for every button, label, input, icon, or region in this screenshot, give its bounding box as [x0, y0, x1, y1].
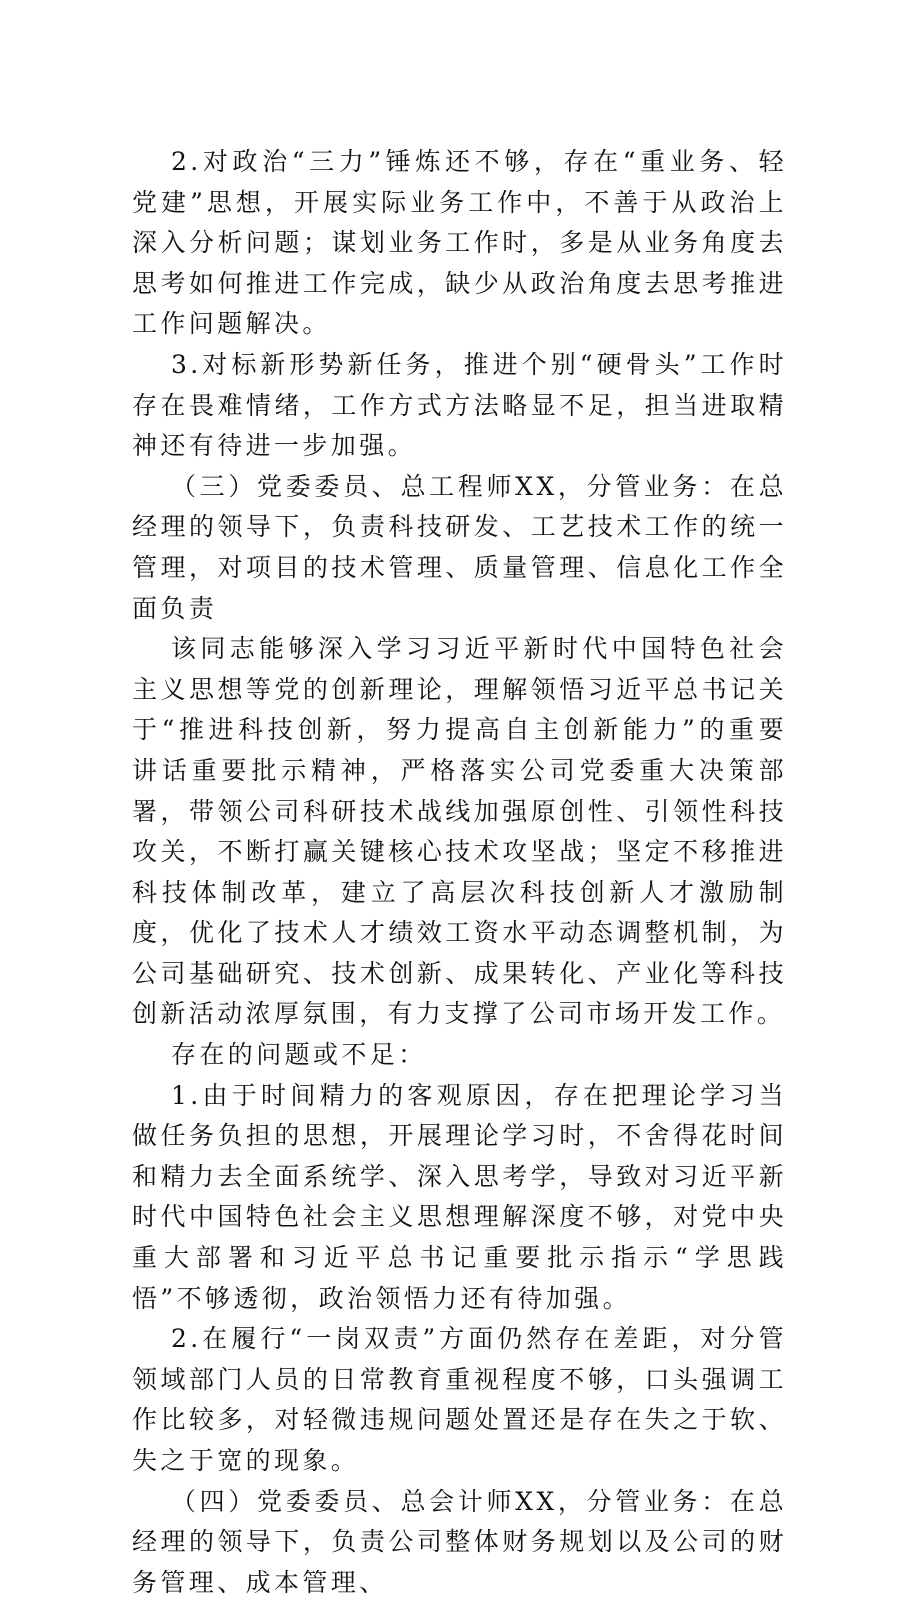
- paragraph-item-3-tasks: 3.对标新形势新任务，推进个别“硬骨头”工作时存在畏难情绪，工作方式方法略显不足，担当进取精神还有待进一步加强。: [132, 349, 787, 461]
- paragraph-item-2-politics: 2.对政治“三力”锤炼还不够，存在“重业务、轻党建”思想，开展实际业务工作中，不善于从政治上深入分析问题；谋划业务工作时，多是从业务角度去思考如何推进工作完成，缺少从政治角度去思考推进工作问题解决。: [132, 147, 787, 339]
- section-heading-chief-accountant: （四）党委委员、总会计师XX，分管业务：在总经理的领导下，负责公司整体财务规划以及公司的财务管理、成本管理、: [132, 1486, 787, 1597]
- document-body: [132, 142, 787, 1603]
- paragraph-problem-1: 1.由于时间精力的客观原因，存在把理论学习当做任务负担的思想，开展理论学习时，不舍得花时间和精力去全面系统学、深入思考学，导致对习近平新时代中国特色社会主义思想理解深度不够，对党中央重大部署和习近平总书记重要批示指示“学思践悟”不够透彻，政治领悟力还有待加强。: [132, 1080, 787, 1313]
- paragraph-chief-engineer-summary: 该同志能够深入学习习近平新时代中国特色社会主义思想等党的创新理论，理解领悟习近平总书记关于“推进科技创新，努力提高自主创新能力”的重要讲话重要批示精神，严格落实公司党委重大决策部署，带领公司科研技术战线加强原创性、引领性科技攻关，不断打赢关键核心技术攻坚战；坚定不移推进科技体制改革，建立了高层次科技创新人才激励制度，优化了技术人才绩效工资水平动态调整机制，为公司基础研究、技术创新、成果转化、产业化等科技创新活动浓厚氛围，有力支撑了公司市场开发工作。: [132, 634, 787, 1029]
- problems-heading: 存在的问题或不足：: [171, 1040, 427, 1070]
- section-heading-chief-engineer: （三）党委委员、总工程师XX，分管业务：在总经理的领导下，负责科技研发、工艺技术工作的统一管理，对项目的技术管理、质量管理、信息化工作全面负责: [132, 471, 787, 623]
- paragraph-problem-2: 2.在履行“一岗双责”方面仍然存在差距，对分管领域部门人员的日常教育重视程度不够，口头强调工作比较多，对轻微违规问题处置还是存在失之于软、失之于宽的现象。: [132, 1324, 787, 1475]
